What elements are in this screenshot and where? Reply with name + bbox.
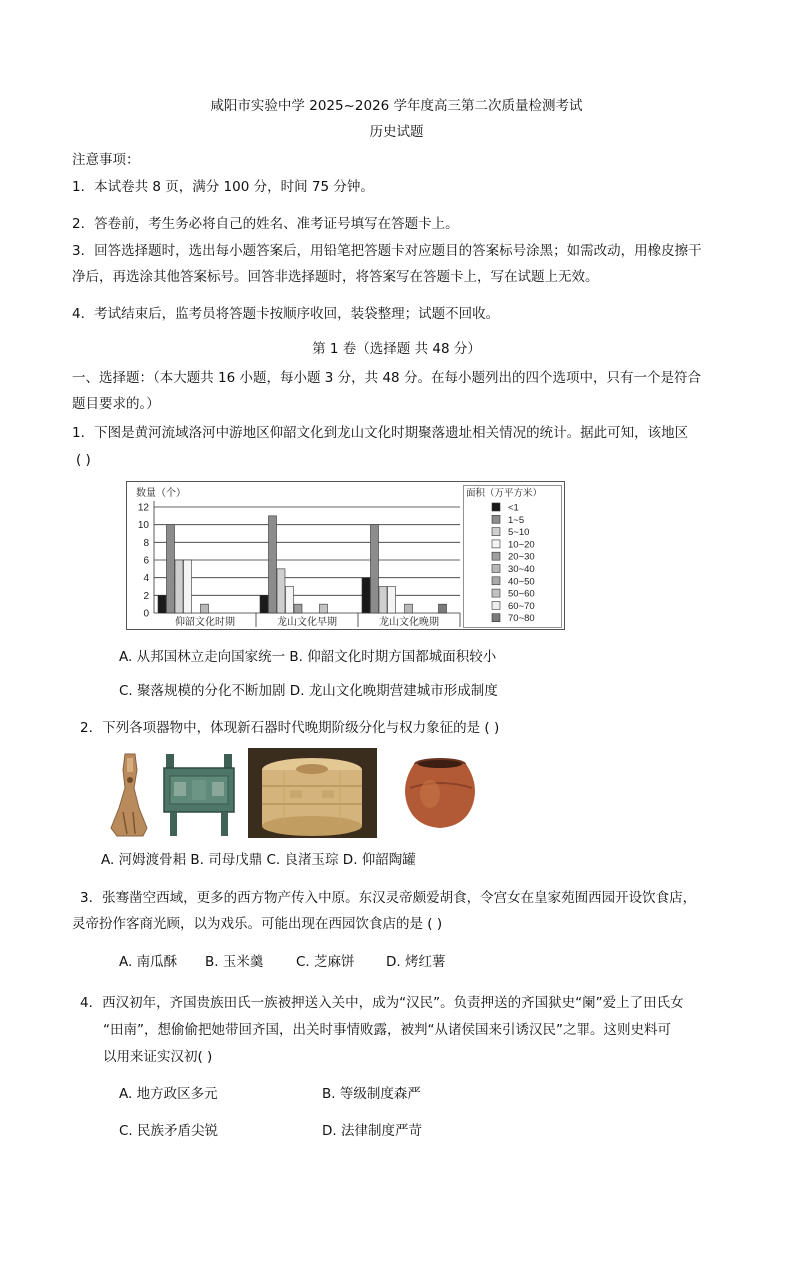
legend-label: 20~30	[508, 551, 535, 563]
question-3-option-d: D. 烤红薯	[386, 954, 446, 970]
liangzhu-jade-cong-image	[248, 748, 377, 838]
question-3-stem: 3．张骞凿空西域，更多的西方物产传入中原。东汉灵帝颇爱胡食，令宫女在皇家苑囿西园开设饮食店，	[80, 890, 697, 906]
question-4-stem: “田南”，想偷偷把她带回齐国，出关时事情败露，被判“从诸侯国来引诱汉民”之罪。这则史料可	[103, 1022, 671, 1038]
subject-title: 历史试题	[369, 124, 424, 140]
legend-swatch	[492, 589, 500, 597]
question-3-option-c: C. 芝麻饼	[296, 954, 355, 970]
notice-item: 2．答卷前，考生务必将自己的姓名、准考证号填写在答题卡上。	[72, 216, 459, 232]
legend-label: <1	[508, 502, 519, 514]
x-category-label: 龙山文化早期	[277, 617, 337, 628]
bar	[362, 578, 370, 613]
simuwu-ding-image	[162, 748, 236, 840]
bar	[294, 604, 302, 613]
legend-swatch	[492, 601, 500, 609]
question-2-stem: 2．下列各项器物中，体现新石器时代晚期阶级分化与权力象征的是 ( )	[80, 720, 500, 736]
question-4-option-a: A. 地方政区多元	[119, 1086, 218, 1102]
y-tick-label: 8	[143, 537, 149, 549]
y-tick-label: 0	[143, 608, 149, 620]
x-category-label: 仰韶文化时期	[175, 617, 235, 628]
legend-swatch	[492, 577, 500, 585]
legend-swatch	[492, 528, 500, 536]
legend-swatch	[492, 552, 500, 560]
bar	[286, 587, 294, 614]
legend-swatch	[492, 503, 500, 511]
bar	[405, 604, 413, 613]
bar	[388, 587, 396, 614]
legend-swatch	[492, 515, 500, 523]
legend-label: 10~20	[508, 539, 535, 551]
legend-label: 40~50	[508, 576, 535, 588]
legend-swatch	[492, 565, 500, 573]
legend-label: 5~10	[508, 527, 530, 539]
x-category-label: 龙山文化晚期	[379, 617, 439, 628]
bar	[371, 525, 379, 613]
exam-title: 咸阳市实验中学 2025~2026 学年度高三第二次质量检测考试	[210, 98, 583, 114]
notice-heading: 注意事项：	[72, 152, 140, 168]
legend-label: 70~80	[508, 613, 535, 625]
bar	[201, 604, 209, 613]
bar	[175, 560, 183, 613]
question-1-stem: 1．下图是黄河流域洛河中游地区仰韶文化到龙山文化时期聚落遗址相关情况的统计。据此可知，该地区	[72, 425, 689, 441]
yangshao-pottery-jar-image	[390, 748, 491, 836]
question-4-option-c: C. 民族矛盾尖锐	[119, 1123, 219, 1139]
bar	[379, 587, 387, 614]
question-3-option-b: B. 玉米羹	[205, 954, 264, 970]
legend-label: 30~40	[508, 564, 535, 575]
question-3-stem: 灵帝扮作客商光顾，以为戏乐。可能出现在西园饮食店的是 ( )	[72, 916, 443, 932]
bar	[167, 525, 175, 613]
question-1-blank: ( )	[76, 452, 91, 468]
legend-label: 60~70	[508, 600, 535, 612]
legend-label: 50~60	[508, 588, 535, 600]
question-4-stem: 以用来证实汉初( )	[103, 1049, 213, 1065]
y-tick-label: 12	[137, 502, 149, 514]
chart-ylabel: 数量（个）	[136, 488, 186, 499]
legend-swatch	[492, 614, 500, 622]
section-title: 第 1 卷（选择题 共 48 分）	[312, 341, 481, 357]
bar	[260, 595, 268, 613]
y-tick-label: 6	[143, 555, 149, 567]
y-tick-label: 10	[137, 520, 149, 532]
question-2-options: A. 河姆渡骨耜 B. 司母戊鼎 C. 良渚玉琮 D. 仰韶陶罐	[101, 852, 416, 868]
question-4-option-b: B. 等级制度森严	[322, 1086, 421, 1102]
notice-item: 4．考试结束后，监考员将答题卡按顺序收回，装袋整理；试题不回收。	[72, 306, 500, 322]
bar	[184, 560, 192, 613]
question-4-option-d: D. 法律制度严苛	[322, 1123, 422, 1139]
question-1-options: A. 从邦国林立走向国家统一 B. 仰韶文化时期方国都城面积较小	[119, 649, 497, 665]
notice-item: 3．回答选择题时，选出每小题答案后，用铅笔把答题卡对应题目的答案标号涂黑；如需改动，用橡皮擦干	[72, 243, 702, 259]
question-1-options: C. 聚落规模的分化不断加剧 D. 龙山文化晚期营建城市形成制度	[119, 683, 498, 699]
legend-title: 面积（万平方米）	[466, 488, 543, 499]
legend-swatch	[492, 540, 500, 548]
bar	[158, 595, 166, 613]
bar	[277, 569, 285, 613]
y-tick-label: 4	[143, 573, 149, 585]
section-intro: 一、选择题：（本大题共 16 小题，每小题 3 分，共 48 分。在每小题列出的四个选项中，只有一个是符合	[72, 370, 701, 386]
question-4-stem: 4．西汉初年，齐国贵族田氏一族被押送入关中，成为“汉民”。负责押送的齐国狱史“阑”爱上了田氏女	[80, 995, 684, 1011]
notice-item: 1．本试卷共 8 页，满分 100 分，时间 75 分钟。	[72, 179, 374, 195]
legend-label: 1~5	[508, 514, 525, 526]
notice-item: 净后，再选涂其他答案标号。回答非选择题时，将答案写在答题卡上，写在试题上无效。	[72, 269, 599, 285]
bar	[439, 604, 447, 613]
settlement-bar-chart	[126, 481, 566, 631]
bar	[320, 604, 328, 613]
bone-spade-image	[103, 748, 157, 840]
question-3-option-a: A. 南瓜酥	[119, 954, 178, 970]
section-intro: 题目要求的。）	[72, 396, 160, 412]
y-tick-label: 2	[143, 590, 149, 602]
bar	[269, 516, 277, 613]
